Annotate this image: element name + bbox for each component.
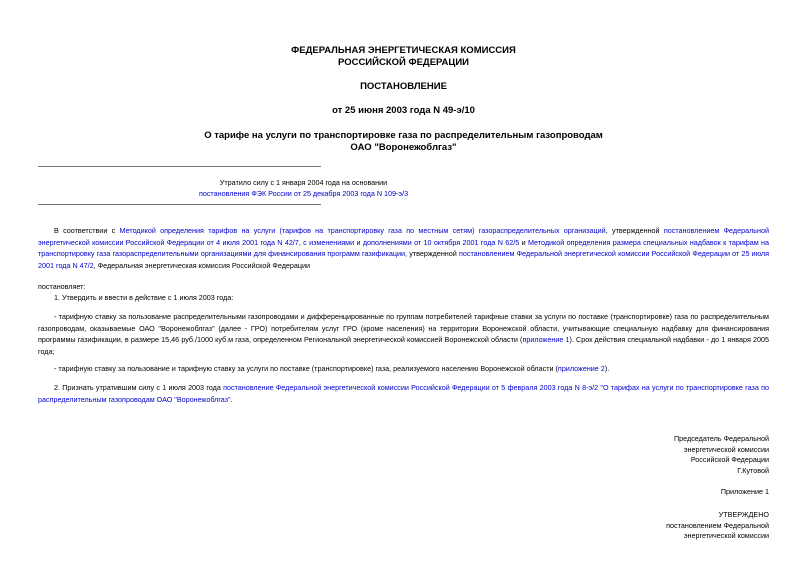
preamble-text-6: , Федеральная энергетическая комиссия Российской Федерации (93, 260, 311, 270)
signature-title-line1: Председатель Федеральной (674, 434, 769, 443)
approved-label: УТВЕРЖДЕНО (718, 510, 769, 519)
preamble-paragraph (38, 225, 769, 271)
divider-top (38, 166, 321, 167)
preamble-text-3: , (298, 237, 304, 247)
subitem-2-end: ). (604, 364, 610, 373)
preamble-text-2: , утвержденной (605, 226, 664, 235)
status-note-text: Утратило силу с 1 января 2004 года на основании (219, 178, 388, 187)
subitem-1-paragraph (38, 311, 769, 357)
document-title-line1: О тарифе на услуги по транспортировке газа по распределительным газопроводам (204, 130, 603, 141)
subitem-2-text: - тарифную ставку за пользование и тарифную ставку за услуги по поставке (транспортировке) газа, реализуемого населению Воронежской области ( (54, 364, 558, 373)
org-name-line1: ФЕДЕРАЛЬНАЯ ЭНЕРГЕТИЧЕСКАЯ КОМИССИЯ (291, 45, 516, 56)
signature-title-line2: энергетической комиссии (683, 444, 769, 454)
fek-decree-link-47-2[interactable]: постановлением Федеральной энергетической комиссии Российской Федерации от 25 июля 2001 года N 47/2 (38, 249, 770, 270)
item-2-paragraph (38, 382, 769, 405)
document-title-line2: ОАО "Воронежоблгаз" (350, 142, 457, 153)
subitem-2-paragraph (38, 363, 769, 375)
repealed-decree-link[interactable]: постановление Федеральной энергетической комиссии Российской Федерации от 5 февраля 2003 года N 8-э/2 "О тарифах на услуги по транспортировке газа по распределительным газопроводам ОАО "Воронежоблгаз" (38, 383, 769, 404)
status-note-link[interactable]: постановления ФЭК России от 25 декабря 2003 года N 109-э/3 (198, 189, 409, 198)
signature-block (674, 434, 769, 476)
item-1: 1. Утвердить и ввести в действие с 1 июля 2003 года: (54, 293, 234, 302)
appendix-label: Приложение 1 (720, 487, 769, 496)
amendments-link[interactable]: с изменениями и дополнениями от 10 октября 2001 года N 62/5 (303, 237, 520, 247)
preamble-text-5: , утвержденной (405, 249, 459, 259)
resolves-label: постановляет: (38, 282, 86, 291)
preamble-text-1: В соответствии с (54, 226, 120, 235)
item-2-text: 2. Признать утратившим силу с 1 июля 2003 года (54, 383, 224, 392)
approved-by-line1: постановлением Федеральной (666, 520, 769, 530)
document-type: ПОСТАНОВЛЕНИЕ (360, 81, 447, 92)
approved-by-line2: энергетической комиссии (683, 531, 769, 541)
divider-bottom (38, 204, 321, 205)
surcharge-methodology-link[interactable]: Методикой определения размера специальных надбавок к тарифам на транспортировку газа газораспределительными организациями для финансирования программ газификации (38, 237, 769, 259)
document-date-number: от 25 июня 2003 года N 49-э/10 (332, 105, 475, 116)
fek-decree-link-42-7[interactable]: постановлением Федеральной энергетической комиссии Российской Федерации от 4 июля 2001 года N 42/7 (38, 226, 769, 247)
org-name-line2: РОССИЙСКОЙ ФЕДЕРАЦИИ (337, 57, 469, 68)
subitem-1-text: - тарифную ставку за пользование распределительными газопроводами и дифференцированные по группам потребителей тарифные ставки за услуги по поставке (транспортировке) газа по распределительным газопроводам, оказываемые ОАО "Воронежоблгаз" (далее - ГРО) потребителям услуг ГРО (кроме населения) на территории Воронежской области, учитывающие специальную надбавку для финансирования программы газификации, в размере 15,46 руб./1000 куб.м газа, определенном Региональной энергетической комиссией Воронежской области ( (38, 312, 769, 345)
methodology-link[interactable]: Методикой определения тарифов на услуги (тарифов на транспортировку газа по местным сетям) газораспределительных организаций (119, 226, 606, 235)
preamble-text-4: и (519, 237, 528, 247)
item-2-end: . (230, 394, 233, 404)
signatory-name: Г.Кутовой (737, 465, 769, 475)
appendix-1-link[interactable]: приложение 1 (522, 335, 570, 345)
appendix-approval-block (666, 510, 769, 542)
subitem-1-end: ). Срок действия специальной надбавки - до 1 января 2005 года; (38, 335, 769, 356)
appendix-2-link[interactable]: приложение 2 (557, 364, 605, 373)
signature-title-line3: Российской Федерации (690, 455, 769, 465)
